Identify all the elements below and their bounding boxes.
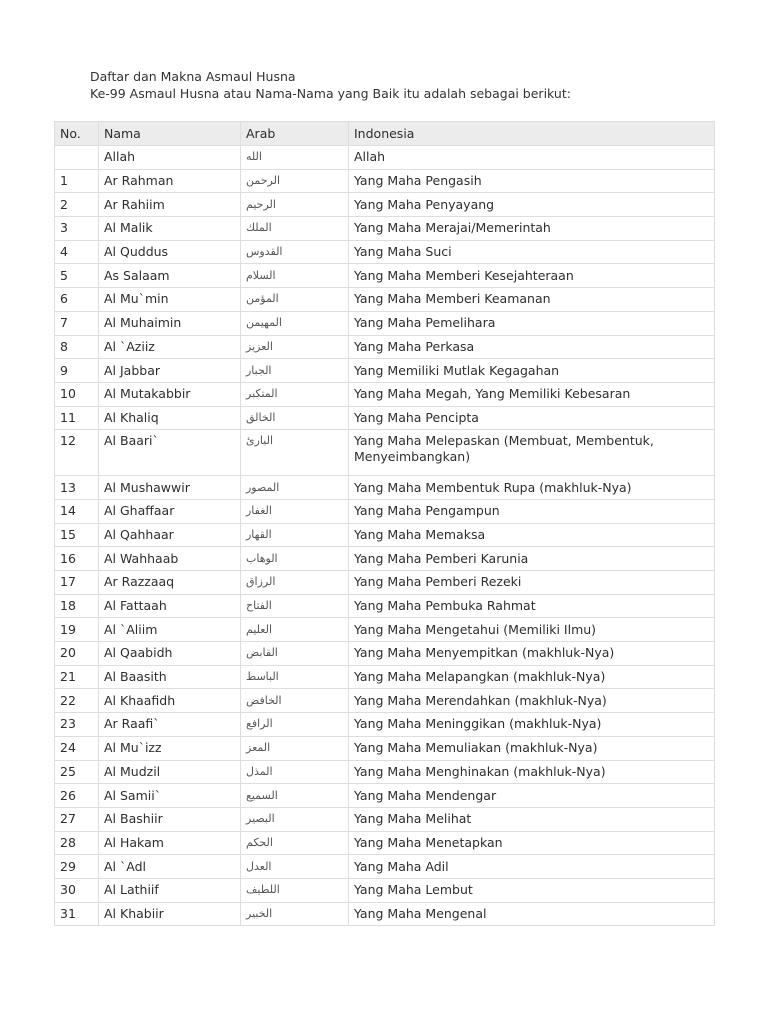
- table-row: [55, 499, 715, 523]
- table-row: [55, 311, 715, 335]
- cell-nama: Al Samii`: [99, 784, 241, 808]
- cell-arab: المصور: [241, 476, 349, 500]
- cell-indonesia: Yang Maha Menghinakan (makhluk-Nya): [349, 760, 715, 784]
- cell-nama: Al Jabbar: [99, 359, 241, 383]
- cell-indonesia: Yang Maha Adil: [349, 855, 715, 879]
- cell-arab: الحكم: [241, 831, 349, 855]
- cell-no: 26: [55, 784, 99, 808]
- cell-indonesia: Yang Maha Melapangkan (makhluk-Nya): [349, 665, 715, 689]
- cell-nama: Al `Aziiz: [99, 335, 241, 359]
- cell-nama: Al Mu`izz: [99, 736, 241, 760]
- cell-nama: Al Mutakabbir: [99, 382, 241, 406]
- table-row: [55, 288, 715, 312]
- table-row: [55, 760, 715, 784]
- cell-no: 13: [55, 476, 99, 500]
- table-header-row: [55, 122, 715, 146]
- cell-no: 16: [55, 547, 99, 571]
- cell-nama: Al Mu`min: [99, 288, 241, 312]
- table-row: [55, 736, 715, 760]
- cell-indonesia: Yang Maha Pemelihara: [349, 311, 715, 335]
- cell-arab: الله: [241, 146, 349, 170]
- cell-nama: Al Khabiir: [99, 902, 241, 926]
- cell-indonesia: Yang Maha Mengenal: [349, 902, 715, 926]
- cell-indonesia: Yang Maha Menetapkan: [349, 831, 715, 855]
- table-row: [55, 193, 715, 217]
- table-row: [55, 689, 715, 713]
- cell-nama: Al Quddus: [99, 240, 241, 264]
- table-row: [55, 831, 715, 855]
- cell-arab: القابض: [241, 642, 349, 666]
- cell-indonesia: Yang Maha Mengetahui (Memiliki Ilmu): [349, 618, 715, 642]
- cell-nama: Al Fattaah: [99, 594, 241, 618]
- cell-arab: المعز: [241, 736, 349, 760]
- cell-no: 1: [55, 169, 99, 193]
- cell-no: [55, 146, 99, 170]
- cell-no: 19: [55, 618, 99, 642]
- cell-arab: الخافض: [241, 689, 349, 713]
- table-row: [55, 713, 715, 737]
- asmaul-husna-table: [54, 121, 715, 926]
- table-row: [55, 902, 715, 926]
- cell-nama: Ar Razzaaq: [99, 571, 241, 595]
- cell-indonesia: Yang Maha Mendengar: [349, 784, 715, 808]
- header-indonesia: Indonesia: [349, 122, 715, 146]
- table-row: [55, 146, 715, 170]
- table-row: [55, 169, 715, 193]
- cell-arab: العليم: [241, 618, 349, 642]
- cell-indonesia: Yang Maha Suci: [349, 240, 715, 264]
- cell-arab: الملك: [241, 217, 349, 241]
- cell-no: 4: [55, 240, 99, 264]
- cell-nama: Ar Rahman: [99, 169, 241, 193]
- cell-arab: الرحمن: [241, 169, 349, 193]
- cell-no: 11: [55, 406, 99, 430]
- cell-indonesia: Yang Maha Melihat: [349, 807, 715, 831]
- cell-indonesia: Yang Maha Menyempitkan (makhluk-Nya): [349, 642, 715, 666]
- table-row: [55, 335, 715, 359]
- header-no: No.: [55, 122, 99, 146]
- table-row: [55, 476, 715, 500]
- table-row: [55, 406, 715, 430]
- cell-nama: Ar Raafi`: [99, 713, 241, 737]
- cell-arab: الفتاح: [241, 594, 349, 618]
- cell-indonesia: Yang Maha Merendahkan (makhluk-Nya): [349, 689, 715, 713]
- cell-indonesia: Yang Maha Penyayang: [349, 193, 715, 217]
- table-row: [55, 547, 715, 571]
- header-arab: Arab: [241, 122, 349, 146]
- cell-no: 15: [55, 523, 99, 547]
- cell-arab: العدل: [241, 855, 349, 879]
- table-row: [55, 240, 715, 264]
- cell-indonesia: Yang Maha Pengampun: [349, 499, 715, 523]
- cell-arab: السلام: [241, 264, 349, 288]
- cell-no: 27: [55, 807, 99, 831]
- cell-indonesia: Yang Maha Merajai/Memerintah: [349, 217, 715, 241]
- cell-nama: Al Hakam: [99, 831, 241, 855]
- table-row: [55, 807, 715, 831]
- document-heading: [90, 68, 571, 102]
- table-row: [55, 523, 715, 547]
- cell-indonesia: Yang Maha Perkasa: [349, 335, 715, 359]
- cell-arab: الوهاب: [241, 547, 349, 571]
- cell-indonesia: Yang Maha Memaksa: [349, 523, 715, 547]
- cell-arab: الرحيم: [241, 193, 349, 217]
- cell-no: 20: [55, 642, 99, 666]
- cell-indonesia: Yang Maha Megah, Yang Memiliki Kebesaran: [349, 382, 715, 406]
- cell-no: 28: [55, 831, 99, 855]
- cell-nama: Al `Adl: [99, 855, 241, 879]
- cell-arab: القهار: [241, 523, 349, 547]
- cell-no: 29: [55, 855, 99, 879]
- document-title: Daftar dan Makna Asmaul Husna: [90, 69, 296, 84]
- cell-arab: المتكبر: [241, 382, 349, 406]
- cell-indonesia: Yang Maha Lembut: [349, 878, 715, 902]
- cell-arab: الرافع: [241, 713, 349, 737]
- cell-no: 12: [55, 430, 99, 476]
- table-row: [55, 855, 715, 879]
- cell-no: 14: [55, 499, 99, 523]
- cell-nama: Allah: [99, 146, 241, 170]
- table-row: [55, 264, 715, 288]
- cell-indonesia: Yang Maha Memberi Kesejahteraan: [349, 264, 715, 288]
- cell-nama: As Salaam: [99, 264, 241, 288]
- cell-nama: Al Qahhaar: [99, 523, 241, 547]
- table-row: [55, 618, 715, 642]
- cell-arab: العزيز: [241, 335, 349, 359]
- cell-indonesia: Allah: [349, 146, 715, 170]
- cell-nama: Al Mudzil: [99, 760, 241, 784]
- table-row: [55, 665, 715, 689]
- cell-indonesia: Yang Maha Memuliakan (makhluk-Nya): [349, 736, 715, 760]
- cell-arab: البصير: [241, 807, 349, 831]
- cell-indonesia: Yang Maha Pencipta: [349, 406, 715, 430]
- cell-nama: Al Khaafidh: [99, 689, 241, 713]
- cell-nama: Al Ghaffaar: [99, 499, 241, 523]
- cell-nama: Al Qaabidh: [99, 642, 241, 666]
- cell-no: 30: [55, 878, 99, 902]
- table-row: [55, 878, 715, 902]
- cell-indonesia: Yang Maha Melepaskan (Membuat, Membentuk, Menyeimbangkan): [349, 430, 715, 476]
- table-row: [55, 784, 715, 808]
- cell-no: 31: [55, 902, 99, 926]
- cell-no: 10: [55, 382, 99, 406]
- cell-arab: الجبار: [241, 359, 349, 383]
- cell-no: 24: [55, 736, 99, 760]
- cell-arab: البارئ: [241, 430, 349, 476]
- cell-indonesia: Yang Maha Meninggikan (makhluk-Nya): [349, 713, 715, 737]
- cell-no: 6: [55, 288, 99, 312]
- cell-nama: Ar Rahiim: [99, 193, 241, 217]
- cell-arab: الباسط: [241, 665, 349, 689]
- cell-nama: Al Wahhaab: [99, 547, 241, 571]
- cell-indonesia: Yang Maha Pemberi Rezeki: [349, 571, 715, 595]
- cell-nama: Al Khaliq: [99, 406, 241, 430]
- table-row: [55, 642, 715, 666]
- table-row: [55, 382, 715, 406]
- cell-nama: Al Lathiif: [99, 878, 241, 902]
- cell-no: 18: [55, 594, 99, 618]
- cell-no: 25: [55, 760, 99, 784]
- cell-arab: الغفار: [241, 499, 349, 523]
- cell-nama: Al Malik: [99, 217, 241, 241]
- table-row: [55, 594, 715, 618]
- document-subtitle: Ke-99 Asmaul Husna atau Nama-Nama yang Baik itu adalah sebagai berikut:: [90, 86, 571, 101]
- cell-no: 17: [55, 571, 99, 595]
- cell-indonesia: Yang Maha Pengasih: [349, 169, 715, 193]
- cell-arab: القدوس: [241, 240, 349, 264]
- cell-arab: الرزاق: [241, 571, 349, 595]
- cell-arab: المؤمن: [241, 288, 349, 312]
- cell-nama: Al Baasith: [99, 665, 241, 689]
- cell-arab: السميع: [241, 784, 349, 808]
- cell-no: 2: [55, 193, 99, 217]
- cell-nama: Al Baari`: [99, 430, 241, 476]
- cell-nama: Al `Aliim: [99, 618, 241, 642]
- cell-no: 7: [55, 311, 99, 335]
- cell-indonesia: Yang Maha Pembuka Rahmat: [349, 594, 715, 618]
- cell-indonesia: Yang Maha Membentuk Rupa (makhluk-Nya): [349, 476, 715, 500]
- cell-arab: اللطيف: [241, 878, 349, 902]
- cell-no: 8: [55, 335, 99, 359]
- cell-arab: المهيمن: [241, 311, 349, 335]
- table-row: [55, 571, 715, 595]
- cell-arab: المذل: [241, 760, 349, 784]
- cell-indonesia: Yang Maha Pemberi Karunia: [349, 547, 715, 571]
- cell-no: 5: [55, 264, 99, 288]
- table-row: [55, 359, 715, 383]
- cell-nama: Al Bashiir: [99, 807, 241, 831]
- cell-nama: Al Muhaimin: [99, 311, 241, 335]
- cell-no: 23: [55, 713, 99, 737]
- cell-indonesia: Yang Memiliki Mutlak Kegagahan: [349, 359, 715, 383]
- table-body: [55, 146, 715, 926]
- cell-nama: Al Mushawwir: [99, 476, 241, 500]
- cell-no: 9: [55, 359, 99, 383]
- table-row: [55, 430, 715, 476]
- cell-no: 3: [55, 217, 99, 241]
- cell-no: 22: [55, 689, 99, 713]
- cell-no: 21: [55, 665, 99, 689]
- table-row: [55, 217, 715, 241]
- header-nama: Nama: [99, 122, 241, 146]
- cell-arab: الخبير: [241, 902, 349, 926]
- cell-indonesia: Yang Maha Memberi Keamanan: [349, 288, 715, 312]
- cell-arab: الخالق: [241, 406, 349, 430]
